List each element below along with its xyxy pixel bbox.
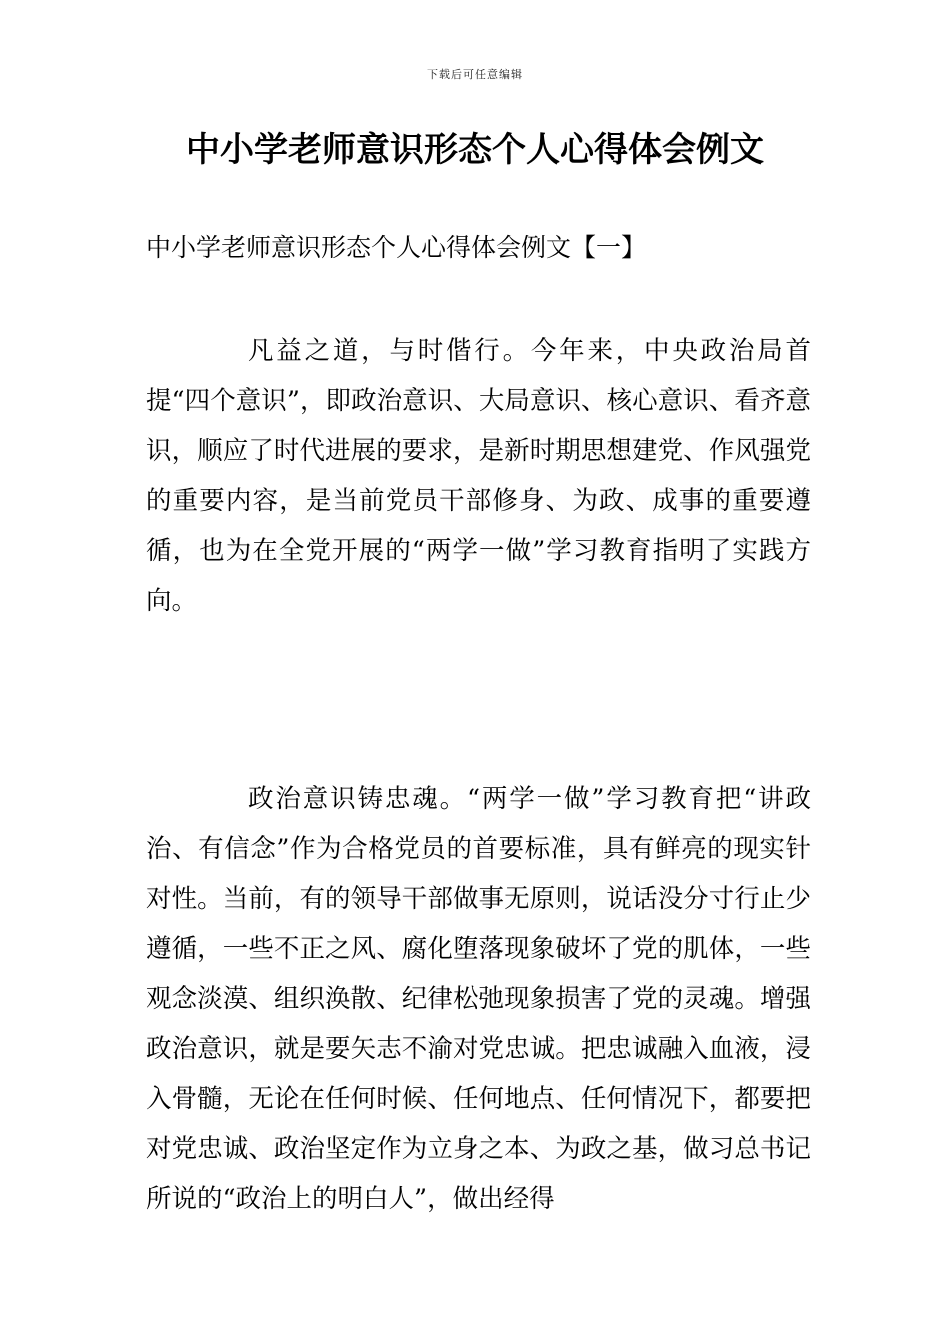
section-heading: 中小学老师意识形态个人心得体会例文【一】 [146, 233, 647, 262]
body-paragraph: 政治意识铸忠魂。“两学一做”学习教育把“讲政治、有信念”作为合格党员的首要标准，具有鲜亮的现实针对性。当前，有的领导干部做事无原则，说话没分寸行止少遵循，一些不正之风、腐化堕落现象破坏了党的肌体，一些观念淡漠、组织涣散、纪律松弛现象损害了党的灵魂。增强政治意识，就是要矢志不渝对党忠诚。把忠诚融入血液，浸入骨髓，无论在任何时候、任何地点、任何情况下，都要把对党忠诚、政治坚定作为立身之本、为政之基，做习总书记所说的“政治上的明白人”，做出经得 [146, 784, 811, 1214]
body-paragraph: 凡益之道，与时偕行。今年来，中央政治局首提“四个意识”，即政治意识、大局意识、核心意识、看齐意识，顺应了时代进展的要求，是新时期思想建党、作风强党的重要内容，是当前党员干部修身、为政、成事的重要遵循，也为在全党开展的“两学一做”学习教育指明了实践方向。 [146, 336, 811, 616]
header-note: 下载后可任意编辑 [427, 68, 523, 81]
document-title: 中小学老师意识形态个人心得体会例文 [186, 130, 764, 170]
